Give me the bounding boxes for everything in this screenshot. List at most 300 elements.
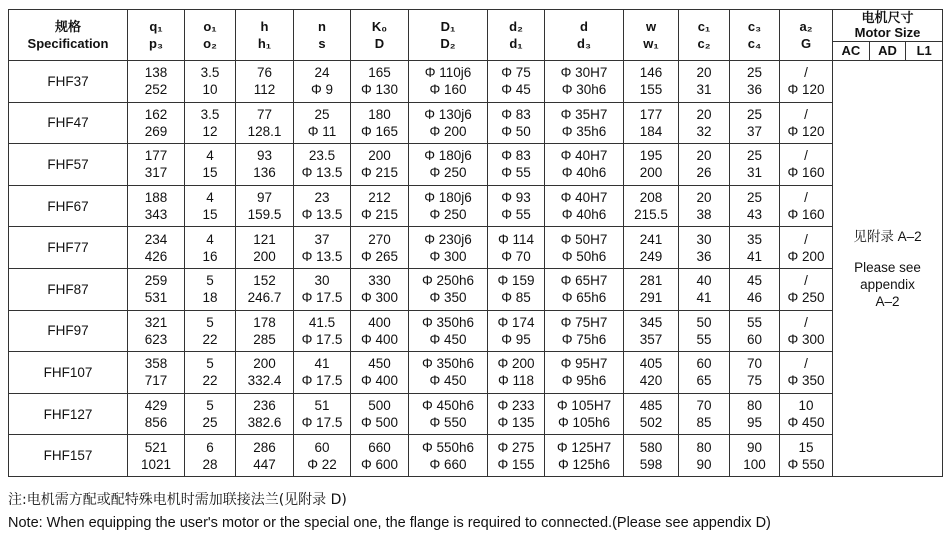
value-top: 241 — [639, 231, 663, 247]
value-bottom: 95 — [746, 415, 763, 431]
value-cell — [185, 310, 236, 352]
value-top: 10 — [798, 398, 814, 414]
value-cell — [236, 268, 294, 310]
value-bottom: 136 — [253, 165, 276, 181]
value-bottom: 41 — [746, 248, 763, 264]
header-col-10 — [679, 10, 730, 61]
value-bottom: Φ 450 — [429, 373, 467, 389]
value-cell — [236, 227, 294, 269]
value-bottom: 15 — [202, 165, 218, 181]
value-top: 20 — [696, 190, 712, 206]
value-bottom: 112 — [253, 82, 276, 98]
value-top: 4 — [206, 190, 214, 206]
value-top: 3.5 — [200, 65, 220, 81]
value-top: 138 — [144, 65, 168, 81]
value-cell — [128, 61, 185, 103]
value-bottom: 85 — [696, 415, 712, 431]
value-top: 70 — [746, 356, 763, 372]
value-top: Φ 159 — [497, 273, 535, 289]
value-cell — [624, 102, 679, 144]
model-cell: FHF37 — [9, 61, 128, 103]
value-cell — [679, 435, 730, 477]
table-row — [9, 227, 943, 269]
value-cell — [128, 102, 185, 144]
value-cell — [185, 227, 236, 269]
value-top: / — [804, 65, 808, 81]
motor-subheaders — [833, 41, 942, 60]
value-cell — [624, 144, 679, 186]
header-col-1 — [128, 10, 185, 61]
value-cell — [624, 61, 679, 103]
table-row — [9, 352, 943, 394]
value-cell — [128, 268, 185, 310]
value-bottom: Φ 350 — [429, 290, 467, 306]
value-top: 23.5 — [308, 148, 336, 164]
header-bottom-label: G — [800, 36, 812, 51]
header-top-label: c₁ — [697, 19, 711, 34]
value-bottom: 215.5 — [634, 207, 668, 223]
motor-size-cn: 电机尺寸 — [861, 10, 914, 25]
value-cell — [679, 185, 730, 227]
value-cell — [236, 310, 294, 352]
value-top: Φ 275 — [497, 439, 535, 455]
value-bottom: Φ 118 — [497, 373, 535, 389]
value-bottom: Φ 215 — [360, 165, 399, 181]
value-top: Φ 450h6 — [421, 398, 475, 414]
value-bottom: 717 — [144, 373, 168, 389]
header-bottom-label: d₃ — [577, 36, 591, 51]
value-bottom: 16 — [202, 248, 218, 264]
motor-size-note — [833, 61, 943, 477]
specification-table — [8, 9, 943, 477]
value-bottom: Φ 300 — [429, 248, 467, 264]
value-bottom: Φ 40h6 — [561, 165, 607, 181]
header-top-label: K₀ — [371, 19, 388, 34]
value-top: 330 — [368, 273, 391, 289]
value-top: 24 — [314, 65, 330, 81]
value-bottom: Φ 17.5 — [301, 331, 343, 347]
value-bottom: 357 — [639, 331, 663, 347]
value-cell — [128, 310, 185, 352]
value-top: 35 — [746, 231, 763, 247]
value-cell — [236, 435, 294, 477]
value-cell — [488, 185, 545, 227]
value-top: Φ 200 — [497, 356, 535, 372]
value-top: 5 — [206, 356, 214, 372]
value-top: Φ 114 — [497, 231, 535, 247]
model-cell: FHF97 — [9, 310, 128, 352]
value-cell — [780, 144, 833, 186]
value-bottom: Φ 17.5 — [301, 290, 343, 306]
value-bottom: Φ 550 — [787, 456, 825, 472]
table-row — [9, 185, 943, 227]
value-cell — [409, 310, 488, 352]
motor-note-en-2: appendix — [860, 276, 915, 292]
value-bottom: 15 — [202, 207, 218, 223]
value-bottom: Φ 450 — [787, 415, 825, 431]
value-top: / — [804, 231, 808, 247]
value-bottom: Φ 13.5 — [301, 165, 343, 181]
value-top: 60 — [696, 356, 712, 372]
header-top-label: h — [260, 19, 269, 34]
header-top-label: d₂ — [509, 19, 523, 34]
value-top: 660 — [368, 439, 391, 455]
value-bottom: Φ 75h6 — [561, 331, 607, 347]
value-bottom: Φ 120 — [787, 82, 825, 98]
value-bottom: Φ 22 — [307, 456, 337, 472]
model-cell: FHF127 — [9, 393, 128, 435]
value-cell — [294, 268, 351, 310]
value-cell — [624, 435, 679, 477]
value-bottom: Φ 500 — [360, 415, 399, 431]
value-bottom: Φ 450 — [429, 331, 467, 347]
value-bottom: 75 — [746, 373, 763, 389]
value-top: 178 — [253, 314, 276, 330]
value-cell — [128, 227, 185, 269]
header-bottom-label: d₁ — [509, 36, 523, 51]
value-cell — [679, 61, 730, 103]
value-cell — [351, 393, 409, 435]
table-row — [9, 393, 943, 435]
value-cell — [780, 393, 833, 435]
header-col-5 — [351, 10, 409, 61]
value-cell — [185, 61, 236, 103]
value-bottom: Φ 250 — [429, 207, 467, 223]
value-top: Φ 105H7 — [556, 398, 612, 414]
value-top: 270 — [368, 231, 391, 247]
value-cell — [128, 352, 185, 394]
value-top: 5 — [206, 314, 214, 330]
value-cell — [351, 352, 409, 394]
value-cell — [488, 227, 545, 269]
value-cell — [488, 435, 545, 477]
value-top: Φ 125H7 — [556, 439, 612, 455]
value-top: 146 — [639, 65, 663, 81]
value-top: 180 — [368, 106, 391, 122]
value-top: 4 — [206, 231, 214, 247]
motor-note-en-1: Please see — [854, 259, 921, 275]
value-bottom: 159.5 — [247, 207, 282, 223]
value-top: 20 — [696, 65, 712, 81]
value-bottom: 291 — [639, 290, 663, 306]
value-top: 25 — [746, 148, 763, 164]
header-bottom-label: D — [374, 36, 385, 51]
value-bottom: 447 — [253, 456, 276, 472]
value-top: 259 — [144, 273, 168, 289]
value-top: 45 — [746, 273, 763, 289]
value-top: 30 — [314, 273, 330, 289]
value-bottom: Φ 215 — [360, 207, 399, 223]
value-top: 90 — [746, 439, 763, 455]
value-bottom: 252 — [144, 82, 168, 98]
value-bottom: Φ 155 — [497, 456, 535, 472]
value-top: 50 — [696, 314, 712, 330]
value-bottom: Φ 120 — [787, 123, 825, 139]
value-bottom: Φ 160 — [429, 82, 467, 98]
value-bottom: Φ 550 — [429, 415, 467, 431]
value-bottom: Φ 130 — [360, 82, 399, 98]
value-cell — [679, 310, 730, 352]
value-cell — [409, 61, 488, 103]
value-bottom: Φ 250 — [787, 290, 825, 306]
value-cell — [185, 144, 236, 186]
value-top: 429 — [144, 398, 168, 414]
value-cell — [545, 268, 624, 310]
value-top: 345 — [639, 314, 663, 330]
value-top: 30 — [696, 231, 712, 247]
value-bottom: 531 — [144, 290, 168, 306]
value-cell — [294, 352, 351, 394]
value-cell — [488, 352, 545, 394]
table-body — [9, 61, 943, 477]
value-cell — [351, 102, 409, 144]
value-top: / — [804, 190, 808, 206]
value-top: 208 — [639, 190, 663, 206]
value-cell — [409, 227, 488, 269]
header-top-label: o₁ — [203, 19, 217, 34]
value-top: 37 — [314, 231, 330, 247]
value-cell — [185, 185, 236, 227]
value-top: 405 — [639, 356, 663, 372]
value-top: Φ 83 — [501, 148, 531, 164]
value-top: 485 — [639, 398, 663, 414]
value-bottom: 128.1 — [247, 123, 282, 139]
value-top: Φ 350h6 — [421, 356, 475, 372]
header-bottom-label: s — [318, 36, 326, 51]
value-top: 77 — [256, 106, 273, 122]
value-bottom: Φ 265 — [360, 248, 399, 264]
value-cell — [294, 310, 351, 352]
value-bottom: 598 — [639, 456, 663, 472]
value-cell — [236, 144, 294, 186]
value-bottom: Φ 125h6 — [557, 456, 611, 472]
value-top: Φ 93 — [501, 190, 531, 206]
value-cell — [409, 102, 488, 144]
value-bottom: 18 — [202, 290, 218, 306]
value-bottom: Φ 70 — [501, 248, 531, 264]
value-bottom: 90 — [696, 456, 712, 472]
value-bottom: 856 — [144, 415, 168, 431]
value-top: Φ 40H7 — [560, 148, 608, 164]
value-bottom: 31 — [746, 165, 763, 181]
value-top: Φ 75H7 — [560, 314, 608, 330]
value-cell — [488, 393, 545, 435]
value-bottom: 184 — [639, 123, 663, 139]
value-bottom: Φ 50h6 — [561, 248, 607, 264]
model-cell: FHF47 — [9, 102, 128, 144]
value-cell — [351, 185, 409, 227]
value-cell — [488, 144, 545, 186]
motor-note-en-3: A–2 — [875, 293, 900, 309]
value-top: 25 — [746, 106, 763, 122]
value-top: 4 — [206, 148, 214, 164]
value-bottom: 200 — [639, 165, 663, 181]
value-cell — [409, 268, 488, 310]
value-top: Φ 250h6 — [421, 273, 475, 289]
value-bottom: 332.4 — [247, 373, 282, 389]
value-cell — [780, 102, 833, 144]
value-top: 20 — [696, 148, 712, 164]
value-cell — [409, 352, 488, 394]
value-top: Φ 50H7 — [560, 231, 608, 247]
header-col-12 — [780, 10, 833, 61]
value-bottom: 269 — [144, 123, 168, 139]
motor-size-en: Motor Size — [854, 25, 921, 40]
value-top: Φ 180j6 — [424, 148, 472, 164]
value-top: 6 — [206, 439, 214, 455]
value-bottom: 285 — [253, 331, 276, 347]
subheader-l1: L1 — [905, 42, 942, 60]
value-cell — [780, 268, 833, 310]
value-bottom: Φ 250 — [429, 165, 467, 181]
value-top: / — [804, 314, 808, 330]
value-cell — [679, 102, 730, 144]
value-cell — [624, 310, 679, 352]
value-cell — [236, 61, 294, 103]
value-cell — [294, 393, 351, 435]
value-top: 500 — [368, 398, 391, 414]
value-cell — [185, 435, 236, 477]
value-cell — [185, 102, 236, 144]
value-cell — [730, 352, 780, 394]
value-cell — [730, 268, 780, 310]
value-top: 358 — [144, 356, 168, 372]
value-top: 212 — [368, 190, 391, 206]
value-cell — [294, 227, 351, 269]
value-cell — [730, 61, 780, 103]
value-top: 200 — [253, 356, 276, 372]
value-cell — [351, 144, 409, 186]
value-top: Φ 83 — [501, 106, 531, 122]
value-bottom: Φ 55 — [501, 165, 531, 181]
value-bottom: Φ 600 — [360, 456, 399, 472]
motor-note-cn: 见附录 A–2 — [853, 228, 922, 244]
table-row — [9, 102, 943, 144]
header-bottom-label: o₂ — [203, 36, 217, 51]
value-cell — [294, 185, 351, 227]
value-bottom: Φ 17.5 — [301, 415, 343, 431]
subheader-ad: AD — [869, 42, 906, 60]
value-cell — [488, 310, 545, 352]
value-bottom: Φ 85 — [501, 290, 531, 306]
value-cell — [294, 144, 351, 186]
value-top: 20 — [696, 106, 712, 122]
model-cell: FHF77 — [9, 227, 128, 269]
value-top: 51 — [314, 398, 330, 414]
value-top: 80 — [746, 398, 763, 414]
value-cell — [545, 61, 624, 103]
value-top: / — [804, 148, 808, 164]
header-top-label: q₁ — [149, 19, 163, 34]
value-top: 177 — [144, 148, 168, 164]
value-bottom: Φ 30h6 — [561, 82, 607, 98]
value-top: 40 — [696, 273, 712, 289]
value-bottom: Φ 300 — [787, 331, 825, 347]
value-bottom: 22 — [202, 373, 218, 389]
model-cell: FHF87 — [9, 268, 128, 310]
value-cell — [624, 185, 679, 227]
value-bottom: 46 — [746, 290, 763, 306]
value-cell — [409, 185, 488, 227]
table-row — [9, 268, 943, 310]
value-top: 286 — [253, 439, 276, 455]
value-top: 177 — [639, 106, 663, 122]
value-top: 236 — [253, 398, 276, 414]
header-bottom-label: c₂ — [697, 36, 711, 51]
value-cell — [780, 310, 833, 352]
value-top: 165 — [368, 65, 391, 81]
header-col-8 — [545, 10, 624, 61]
value-cell — [730, 144, 780, 186]
value-bottom: 36 — [696, 248, 712, 264]
value-top: 5 — [206, 273, 214, 289]
value-cell — [730, 185, 780, 227]
value-cell — [185, 352, 236, 394]
value-top: 580 — [639, 439, 663, 455]
value-cell — [545, 435, 624, 477]
value-bottom: 420 — [639, 373, 663, 389]
model-cell: FHF157 — [9, 435, 128, 477]
value-top: 80 — [696, 439, 712, 455]
header-top-label: c₃ — [747, 19, 762, 34]
value-bottom: 65 — [696, 373, 712, 389]
value-bottom: Φ 11 — [307, 123, 337, 139]
value-bottom: Φ 17.5 — [301, 373, 343, 389]
value-top: 152 — [253, 273, 276, 289]
model-cell: FHF67 — [9, 185, 128, 227]
value-bottom: Φ 65h6 — [561, 290, 607, 306]
value-cell — [236, 185, 294, 227]
header-bottom-label: Specification — [27, 36, 109, 51]
value-cell — [488, 102, 545, 144]
value-top: Φ 30H7 — [560, 65, 608, 81]
value-cell — [351, 227, 409, 269]
value-top: Φ 95H7 — [560, 356, 608, 372]
value-cell — [624, 352, 679, 394]
header-col-6 — [409, 10, 488, 61]
value-bottom: 43 — [746, 207, 763, 223]
model-cell: FHF57 — [9, 144, 128, 186]
value-top: Φ 35H7 — [560, 106, 608, 122]
value-bottom: Φ 9 — [310, 82, 334, 98]
value-cell — [679, 268, 730, 310]
value-bottom: Φ 400 — [360, 373, 399, 389]
value-top: 200 — [368, 148, 391, 164]
table-row — [9, 61, 943, 103]
subheader-ac: AC — [841, 43, 861, 58]
value-bottom: Φ 95h6 — [561, 373, 607, 389]
value-cell — [730, 310, 780, 352]
value-cell — [294, 102, 351, 144]
value-cell — [351, 268, 409, 310]
model-cell: FHF107 — [9, 352, 128, 394]
header-bottom-label: c₄ — [747, 36, 762, 51]
value-top: 93 — [256, 148, 273, 164]
value-bottom: Φ 400 — [360, 331, 399, 347]
value-bottom: Φ 13.5 — [301, 248, 343, 264]
note-chinese: 注:电机需方配或配特殊电机时需加联接法兰(见附录 D) — [8, 492, 347, 508]
value-bottom: Φ 55 — [501, 207, 531, 223]
value-bottom: 200 — [253, 248, 276, 264]
value-top: 97 — [256, 190, 273, 206]
header-col-9 — [624, 10, 679, 61]
value-cell — [351, 310, 409, 352]
header-bottom-label: h₁ — [257, 36, 272, 51]
header-bottom-label: w₁ — [643, 36, 659, 51]
value-cell — [351, 61, 409, 103]
value-top: 188 — [144, 190, 168, 206]
value-bottom: 37 — [746, 123, 763, 139]
